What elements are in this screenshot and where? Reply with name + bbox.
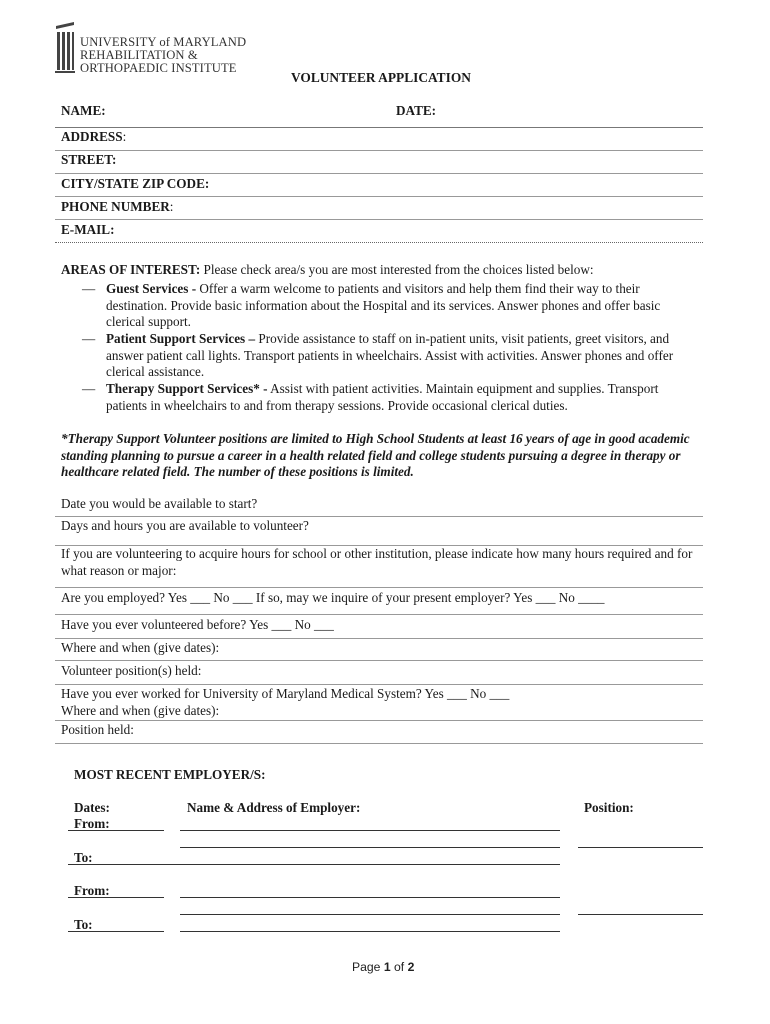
address-label: ADDRESS: [61,129,127,144]
volunteered-question: Have you ever volunteered before? Yes ___ No ___ [61,617,334,632]
page-title: VOLUNTEER APPLICATION [291,70,471,85]
umms-where-when: Where and when (give dates): [61,703,220,718]
name-line [55,127,703,128]
position-held-question: Position held: [61,722,134,737]
to-input-line[interactable] [68,931,164,932]
to-label: To: [74,850,93,865]
employer-input-line[interactable] [180,914,560,915]
position-held-line [55,743,703,744]
positions-held-question: Volunteer position(s) held: [61,663,202,678]
page-number: Page 1 of 2 [352,960,415,974]
employer-input-line[interactable] [180,897,560,898]
where-when-line [55,660,703,661]
to-input-line[interactable] [68,864,560,865]
address-line [55,150,703,151]
logo-line-1: UNIVERSITY of MARYLAND [80,35,247,49]
availability-question: Days and hours you are available to volunteer? [61,518,309,533]
position-input-line[interactable] [578,914,703,915]
institution-logo [54,22,254,82]
phone-label: PHONE NUMBER: [61,199,174,214]
umms-line [55,720,703,721]
email-label: E-MAIL: [61,222,115,237]
city-state-zip-label: CITY/STATE ZIP CODE: [61,176,210,191]
employed-question: Are you employed? Yes ___ No ___ If so, may we inquire of your present employer? Yes ___ No ____ [61,590,605,605]
employer-heading: MOST RECENT EMPLOYER/S: [74,767,266,782]
employer-input-line[interactable] [180,830,560,831]
employed-line [55,614,703,615]
dates-label: Dates: [74,800,110,815]
from-input-line[interactable] [68,830,164,831]
start-date-question: Date you would be available to start? [61,496,258,511]
street-label: STREET: [61,152,117,167]
logo-line-3: ORTHOPAEDIC INSTITUTE [80,61,237,75]
areas-of-interest: AREAS OF INTEREST: Please check area/s you are most interested from the choices listed below: [61,262,594,277]
phone-line [55,219,703,220]
from-input-line[interactable] [68,897,164,898]
from-label: From: [74,816,110,831]
start-date-line [55,516,703,517]
school-hours-question: If you are volunteering to acquire hours for school or other institution, please indicate how many hours required and for what reason or major: [61,546,693,578]
employer-input-line[interactable] [180,931,560,932]
umms-question: Have you ever worked for University of Maryland Medical System? Yes ___ No ___ [61,686,510,701]
email-line [55,242,703,243]
street-line [55,173,703,174]
employer-name-label: Name & Address of Employer: [187,800,361,815]
to-label: To: [74,917,93,932]
logo-line-2: REHABILITATION & [80,48,198,62]
employer-input-line[interactable] [180,847,560,848]
name-label: NAME: [61,103,106,118]
building-columns-icon [54,22,76,74]
where-when-question: Where and when (give dates): [61,640,220,655]
position-input-line[interactable] [578,847,703,848]
school-hours-line [55,587,703,588]
from-label: From: [74,883,110,898]
therapy-note: *Therapy Support Volunteer positions are limited to High School Students at least 16 years of age in good academic standing planning to pursue a career in a health related field and college students pursuing a degree in therapy or healthcare related field. The number of these positions is limited. [61,431,690,480]
volunteered-line [55,638,703,639]
city-line [55,196,703,197]
date-label: DATE: [396,103,437,118]
positions-held-line [55,684,703,685]
position-label: Position: [584,800,634,815]
